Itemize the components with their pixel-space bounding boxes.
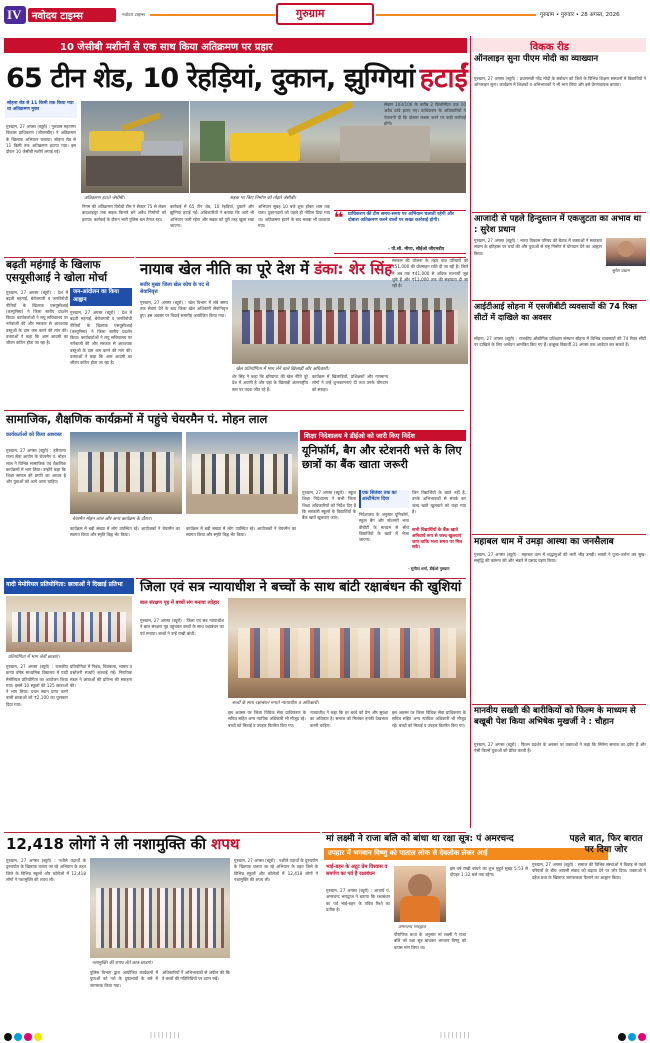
masthead bbox=[0, 0, 650, 28]
date-line: गुरुग्राम • गुरुवार • 28 अगस्त, 2026 bbox=[540, 12, 620, 18]
chairman-body-2: कार्यक्रम में बड़ी संख्या में लोग उपस्थित रहे। आयोजकों ने चेयरमैन का स्वागत किया और स्मृति चिह्न भेंट किया। bbox=[70, 526, 180, 538]
divider bbox=[4, 832, 320, 833]
khel-headline-tail: डंका: शेर सिंह bbox=[314, 260, 393, 278]
lead-body-col5: सेक्टर 103/106 के करीब 2 किलोमीटर तक 10 अवैध ढांचे हटाए गए। प्राधिकरण के अधिकारियों ने चेतावनी दी कि दोबारा कब्जा करने पर कड़ी कार्रवाई होगी। bbox=[384, 102, 466, 126]
baarat-headline: पहले बात, फिर बारात पर दिया जोर bbox=[569, 834, 643, 855]
sidebar-s5-body: गुरुग्राम, 27 अगस्त (ब्यूरो) : फिल्म प्रदर्शन के अवसर पर वक्ताओं ने कहा कि सिनेमा समाज का दर्पण है और ऐसी फिल्में युवाओं को प्रेरित करती हैं। bbox=[474, 742, 646, 754]
lead-body-col1: गुरुग्राम, 27 अगस्त (ब्यूरो) : गुरुग्राम महानगर विकास प्राधिकरण (जीएमडीए) ने अतिक्रमण के खिलाफ अभियान चलाया। सोहना रोड से 11 किमी तक अतिक्रमण हटाया गया। इस दौरान 10 जेसीबी मशीनें लगाई गईं। bbox=[6, 124, 76, 155]
mehngai-headline: बढ़ती महंगाई के खिलाफ एसयूसीआई ने खोला मोर्चा bbox=[6, 259, 108, 284]
raksha-body-1: गुरुग्राम, 27 अगस्त (ब्यूरो) : जिला एवं सत्र न्यायाधीश ने बाल संरक्षण गृह पहुंचकर बच्चों के साथ रक्षाबंधन का पर्व मनाया। बच्चों ने उन्हें राखी बांधी। bbox=[140, 618, 224, 636]
lead-kicker: 10 जेसीबी मशीनों से एक साथ किया अतिक्रमण पर प्रहार bbox=[60, 42, 273, 53]
mehngai-body-cont: गुरुग्राम, 27 अगस्त (ब्यूरो) : देश में बढ़ती महंगाई, बेरोजगारी व जनविरोधी नीतियों के खिलाफ एसयूसीआई (कम्युनिस्ट) ने जिला स्तरीय प्रदर्शन किया। कार्यकर्ताओं ने लघु सचिवालय पर नारेबाजी की और सरकार से आवश्यक वस्तुओं के दाम कम करने की मांग की। वक्ताओं ने कहा कि आम आदमी का जीवन कठिन होता जा रहा है। bbox=[70, 310, 132, 366]
uniform-kicker: शिक्षा निदेशालय ने डीईओ को जारी किए निर्देश bbox=[304, 432, 415, 440]
lakshmi-body-1: गुरुग्राम, 27 अगस्त (ब्यूरो) : आचार्य पं. अमरचन्द भारद्वाज ने बताया कि रक्षाबंधन का पर्व भाई-बहन के पवित्र रिश्ते का प्रतीक है। bbox=[326, 888, 390, 912]
sidebar-s2-headline: आजादी से पहले हिन्दुस्तान में एकजुटता का अभाव था : सुरेश प्रधान bbox=[474, 214, 642, 235]
chairman-photo-caption: चेयरमैन मोहन लाल और अन्य कार्यक्रम के दौरान। bbox=[72, 517, 152, 522]
lakshmi-subhead: भाई-बहन के अटूट प्रेम विश्वास व समर्पण का पर्व है रक्षाबंधन bbox=[326, 864, 388, 877]
sidebar-s2-photo bbox=[606, 238, 646, 266]
khel-photo-caption: खेल प्रतियोगिता में भाग लेने वाले खिलाड़ी और अधिकारी। bbox=[236, 367, 330, 372]
lakshmi-body-2: पौराणिक कथा के अनुसार मां लक्ष्मी ने राजा बलि को रक्षा सूत्र बांधकर भगवान विष्णु को वापस मांग लिया था। bbox=[394, 932, 466, 950]
nasha-headline: 12,418 लोगों ने ली नशामुक्ति की bbox=[6, 835, 207, 853]
divider bbox=[136, 578, 466, 579]
raksha-subhead: बाल संरक्षण गृह में बच्चों संग मनाया त्योहार bbox=[140, 600, 220, 606]
lead-photo-2-caption: सड़क पर किए निर्माण को तोड़ते जेसीबी। bbox=[230, 196, 297, 201]
khel-body-3: कार्यक्रम में खिलाड़ियों, प्रशिक्षकों और गणमान्य लोगों ने उन्हें शुभकामनाएं दीं तथा उनके योगदान को सराहा। bbox=[312, 374, 388, 392]
divider bbox=[4, 257, 134, 258]
brand-small: नवोदय टाइम्स bbox=[122, 13, 145, 18]
khel-headline: नायाब खेल नीति का पूरे देश में bbox=[140, 260, 309, 278]
nasha-photo-caption: नशामुक्ति की शपथ लेते छात्र-छात्राएं। bbox=[92, 961, 153, 966]
raksha-photo bbox=[228, 598, 466, 698]
raksha-headline: जिला एवं सत्र न्यायाधीश ने बच्चों के साथ बांटी रक्षाबंधन की खुशियां bbox=[140, 580, 462, 595]
mehngai-subhead: जन-आंदोलन का किया आह्वान bbox=[73, 289, 119, 303]
yojana-body: सरकार की योजना के तहत पात्र परिवारों को ₹51,000 की प्रोत्साहन राशि दी जा रही है। जिले में अब तक ₹41,000 से अधिक लाभार्थी जुड़ चुके हैं और ₹11,000 तक की सहायता दी जा रही है। bbox=[392, 258, 468, 289]
lead-body-col2: निगम की अतिक्रमण विरोधी टीम ने सेक्टर 75 से लेकर बादशाहपुर तक सड़क किनारे बने अवैध निर्माणों को हटाया। कार्रवाई के दौरान भारी पुलिस बल तैनात रहा। bbox=[82, 204, 166, 222]
lead-headline: 65 टीन शेड, 10 रेहड़ियां, दुकान, झुग्गियां bbox=[6, 63, 415, 94]
divider bbox=[322, 832, 466, 833]
lead-quote-attr: - पी.सी. मीणा, सीईओ जीएमडीए bbox=[388, 247, 445, 252]
baarat-body: गुरुग्राम, 27 अगस्त (ब्यूरो) : समाज की विभिन्न संस्थाओं ने विवाह से पहले परिवारों के बीच आपसी संवाद को बढ़ावा देने पर जोर दिया। वक्ताओं ने दहेज प्रथा के खिलाफ जागरूकता फैलाने का आह्वान किया। bbox=[532, 862, 646, 880]
lakshmi-kicker: उपहार में भगवान विष्णु को पाताल लोक से देवलोक लेकर आईं bbox=[328, 849, 488, 857]
footer-color-strip bbox=[0, 1030, 650, 1043]
lead-headline-row bbox=[6, 58, 468, 102]
lead-subhead: सोहना रोड से 11 किमी तक किया गया था अतिक्रमण मुक्त bbox=[7, 101, 74, 112]
divider bbox=[472, 534, 646, 535]
masthead-rule-right bbox=[376, 14, 536, 16]
sidebar-s2-photo-caption: सुरेश प्रधान bbox=[612, 269, 630, 274]
lakshmi-body-3: इस वर्ष राखी बांधने का शुभ मुहूर्त सुबह 5:53 से दोपहर 1:32 बजे तक रहेगा। bbox=[450, 866, 528, 878]
footer-right-marks: | | | | | | | | bbox=[440, 1032, 470, 1039]
section-tab bbox=[276, 3, 374, 25]
lead-quote: प्राधिकरण की टीम समय-समय पर अभियान चलाती रहेगी और दोबारा अतिक्रमण करने वालों पर सख्त कार्रवाई होगी। bbox=[348, 212, 454, 224]
sidebar-s3-headline: आईटीआई सोहना में एसजीबीटी व्यवसायों की 74 रिक्त सीटों में दाखिले का अवसर bbox=[474, 302, 637, 322]
lead-headline-tail: हटाईं bbox=[419, 63, 468, 94]
mehngai-body: गुरुग्राम, 27 अगस्त (ब्यूरो) : देश में बढ़ती महंगाई, बेरोजगारी व जनविरोधी नीतियों के खिलाफ एसयूसीआई (कम्युनिस्ट) ने जिला स्तरीय प्रदर्शन किया। कार्यकर्ताओं ने लघु सचिवालय पर नारेबाजी की और सरकार से आवश्यक वस्तुओं के दाम कम करने की मांग की। वक्ताओं ने कहा कि आम आदमी का जीवन कठिन होता जा रहा है। bbox=[6, 290, 68, 346]
lead-body-col4: अभियान सुबह 10 बजे शुरू होकर शाम तक चला। दुकानदारों को पहले ही नोटिस दिया गया था। अतिक्रमण हटाने के बाद मलबा भी उठवाया गया। bbox=[258, 204, 330, 228]
divider bbox=[472, 704, 646, 705]
chairman-photo bbox=[70, 432, 182, 514]
divider bbox=[472, 212, 646, 213]
chairman-body-3: कार्यक्रम में बड़ी संख्या में लोग उपस्थित रहे। आयोजकों ने चेयरमैन का स्वागत किया और स्मृति चिह्न भेंट किया। bbox=[186, 526, 296, 538]
chairman-photo-2 bbox=[186, 432, 298, 514]
chairman-subhead: कार्यकर्ताओं को किया आश्वस्त bbox=[6, 432, 62, 438]
khel-body-2: शेर सिंह ने कहा कि हरियाणा की खेल नीति पूरे देश में अग्रणी है और यहां के खिलाड़ी अंतरराष्ट्रीय स्तर पर पदक जीत रहे हैं। bbox=[232, 374, 308, 392]
nasha-photo bbox=[90, 858, 230, 958]
divider bbox=[472, 300, 646, 301]
lakshmi-photo-caption: अमरचन्द भारद्वाज bbox=[398, 925, 426, 930]
uniform-subhead: एक सितंबर तक का अल्टीमेटम दिया bbox=[362, 491, 397, 502]
nasha-headline-row bbox=[6, 834, 318, 854]
pratibha-headline: यादी मेमोरियल प्रतियोगिता: छात्राओं ने दिखाई प्रतिभा bbox=[6, 581, 123, 588]
khel-body-1: गुरुग्राम, 27 अगस्त (ब्यूरो) : खेल विभाग में लंबे समय तक सेवाएं देने के बाद जिला खेल अधिकारी सेवानिवृत्त हुए। इस अवसर पर विदाई समारोह आयोजित किया गया। bbox=[140, 300, 228, 318]
quote-mark-icon: ❝ bbox=[334, 208, 344, 227]
uniform-headline: यूनिफॉर्म, बैग और स्टेशनरी भत्ते के लिए छात्रों का बैंक खाता जरूरी bbox=[302, 444, 462, 471]
lakshmi-headline: मां लक्ष्मी ने राजा बलि को बांधा था रक्षा सूत्र: पं अमरचन्द bbox=[326, 834, 514, 844]
khel-subhead: बजीर मुख्य जिला खेल कोच के पद से सेवानिवृत्त bbox=[140, 282, 210, 295]
chairman-headline: सामाजिक, शैक्षणिक कार्यक्रमों में पहुंचे चेयरमैन पं. मोहन लाल bbox=[6, 412, 268, 426]
footer-left-marks: | | | | | | | | bbox=[150, 1032, 180, 1039]
raksha-body-3: न्यायाधीश ने कहा कि हर बच्चे को प्रेम और सुरक्षा का अधिकार है। समाज को मिलकर इनकी देखभाल करनी चाहिए। bbox=[310, 710, 388, 728]
section-name: गुरुग्राम bbox=[296, 7, 325, 20]
sidebar-s1-headline: ऑनलाइन सुना पीएम मोदी का व्याख्यान bbox=[474, 54, 599, 64]
raksha-body-2: इस अवसर पर जिला विधिक सेवा प्राधिकरण के सचिव सहित अन्य न्यायिक अधिकारी भी मौजूद रहे। बच्चों को मिठाई व उपहार वितरित किए गए। bbox=[228, 710, 306, 728]
sidebar-s5-headline: मानवीय सख्ती की बारीकियों को फिल्म के माध्यम से बखूबी पेश किया अभिषेक मुखर्जी ने : चौहान bbox=[474, 706, 636, 727]
divider bbox=[4, 410, 464, 411]
uniform-body-1: गुरुग्राम, 27 अगस्त (ब्यूरो) : स्कूल शिक्षा निदेशालय ने सभी जिला शिक्षा अधिकारियों को निर्देश दिए हैं कि सरकारी स्कूलों के विद्यार्थियों के बैंक खाते खुलवाए जाएं। bbox=[302, 490, 356, 521]
uniform-body-3: जिन विद्यार्थियों के खाते नहीं हैं, उनके अभिभावकों से संपर्क कर जल्द खाते खुलवाने को कहा गया है। bbox=[412, 490, 466, 514]
pratibha-body-2: प्रतियोगिता में निबंध, चित्रकला, भाषण व प्रश्नोत्तरी स्पर्धाएं करवाई गईं। निर्णायक मंडल ने छात्राओं की प्रतिभा की सराहना की। bbox=[70, 664, 132, 688]
sidebar-s2-body: गुरुग्राम, 27 अगस्त (ब्यूरो) : भारत विकास परिषद की बैठक में वक्ताओं ने स्वतंत्रता संग्राम के इतिहास पर चर्चा की और युवाओं से राष्ट्र निर्माण में योगदान देने का आह्वान किया। bbox=[474, 238, 602, 256]
uniform-quote: सभी विद्यार्थियों के बैंक खाते अनिवार्य रूप से जल्द खुलवाएं जाएं ताकि भत्ता समय पर मिल सके। bbox=[412, 528, 463, 551]
lakshmi-photo bbox=[394, 866, 446, 922]
nasha-body-1: गुरुग्राम, 27 अगस्त (ब्यूरो) : नशीले पदार्थों के दुरुपयोग के खिलाफ चलाए जा रहे अभियान के तहत जिले के विभिन्न स्कूलों और कॉलेजों में 12,418 लोगों ने नशामुक्ति की शपथ ली। bbox=[6, 858, 86, 882]
uniform-body-2: निदेशालय के अनुसार यूनिफॉर्म, स्कूल बैग और स्टेशनरी भत्ता डीबीटी के माध्यम से सीधे विद्यार्थियों के खाते में भेजा जाएगा। bbox=[359, 512, 409, 543]
paper-brand: नवोदय टाइम्स bbox=[32, 11, 83, 22]
chairman-body: गुरुग्राम, 27 अगस्त (ब्यूरो) : हरियाणा राज्य सेवा आयोग के चेयरमैन पं. मोहन लाल ने विभिन्न सामाजिक एवं शैक्षणिक कार्यक्रमों में भाग लिया। उन्होंने कहा कि शिक्षा समाज की प्रगति का आधार है और युवाओं को आगे आना चाहिए। bbox=[6, 448, 66, 485]
lead-body-col3: कार्रवाई में 65 टीन शेड, 10 रेहड़ियां, दुकानें और झुग्गियां हटाई गईं। अधिकारियों ने बताया कि आगे भी अभियान जारी रहेगा और सड़क को पूरी तरह खुला रखा जाएगा। bbox=[170, 204, 254, 228]
uniform-quote-attr: - सुनीता शर्मा, डीईओ गुरुग्राम bbox=[408, 566, 450, 571]
sidebar-s1-body: गुरुग्राम, 27 अगस्त (ब्यूरो) : प्रधानमंत्री नरेंद्र मोदी के संबोधन को जिले के विभिन्न शिक्षण संस्थानों में विद्यार्थियों ने ऑनलाइन सुना। कार्यक्रम में शिक्षकों व अभिभावकों ने भी भाग लिया और इसे प्रेरणादायक बताया। bbox=[474, 76, 646, 88]
nasha-body-3: अधिकारियों ने अभिभावकों से अपील की कि वे बच्चों की गतिविधियों पर ध्यान रखें। bbox=[162, 970, 230, 982]
sidebar-s4-body: गुरुग्राम, 27 अगस्त (ब्यूरो) : महाबल धाम में श्रद्धालुओं की भारी भीड़ उमड़ी। भक्तों ने पूजा-अर्चना कर सुख-समृद्धि की कामना की और भंडारे में प्रसाद ग्रहण किया। bbox=[474, 552, 646, 564]
sidebar-s4-headline: महाबल धाम में उमड़ा आस्था का जनसैलाब bbox=[474, 537, 614, 547]
page-number: IV bbox=[7, 7, 22, 22]
pratibha-photo-caption: प्रतियोगिता में भाग लेती छात्राएं। bbox=[8, 655, 60, 660]
pratibha-photo bbox=[6, 596, 132, 652]
nasha-body-2: पुलिस विभाग द्वारा आयोजित कार्यक्रमों में युवाओं को नशे के दुष्प्रभावों के बारे में जागरूक किया गया। bbox=[90, 970, 158, 988]
sidebar-title: विकक रीड bbox=[530, 42, 570, 53]
nasha-body-4: गुरुग्राम, 27 अगस्त (ब्यूरो) : नशीले पदार्थों के दुरुपयोग के खिलाफ चलाए जा रहे अभियान के तहत जिले के विभिन्न स्कूलों और कॉलेजों में 12,418 लोगों ने नशामुक्ति की शपथ ली। bbox=[234, 858, 318, 882]
sidebar-s3-body: सोहना, 27 अगस्त (ब्यूरो) : राजकीय औद्योगिक प्रशिक्षण संस्थान सोहना में विभिन्न व्यवसायों की 74 रिक्त सीटों पर दाखिले के लिए आवेदन आमंत्रित किए गए हैं। इच्छुक विद्यार्थी 31 अगस्त तक आवेदन कर सकते हैं। bbox=[474, 336, 646, 348]
raksha-photo-caption: बच्चों के साथ रक्षाबंधन मनाते न्यायाधीश व अधिकारी। bbox=[232, 701, 319, 706]
pratibha-body: गुरुग्राम, 27 अगस्त (ब्यूरो) : राजकीय कन्या वरिष्ठ माध्यमिक विद्यालय में यादी मेमोरियल प्रतियोगिता का आयोजन किया गया। इसमें 10 स्कूलों की 125 छात्राओं ने भाग लिया। प्रथम स्थान प्राप्त करने वाली छात्राओं को ₹2,100 का पुरस्कार दिया गया। bbox=[6, 664, 68, 707]
lead-photo-1 bbox=[81, 101, 189, 193]
lead-photo-1-caption: अतिक्रमण हटाते जेसीबी। bbox=[84, 196, 125, 201]
raksha-body-4: इस अवसर पर जिला विधिक सेवा प्राधिकरण के सचिव सहित अन्य न्यायिक अधिकारी भी मौजूद रहे। बच्चों को मिठाई व उपहार वितरित किए गए। bbox=[392, 710, 466, 728]
nasha-headline-tail: शपथ bbox=[211, 835, 240, 853]
masthead-rule-left bbox=[150, 14, 275, 16]
